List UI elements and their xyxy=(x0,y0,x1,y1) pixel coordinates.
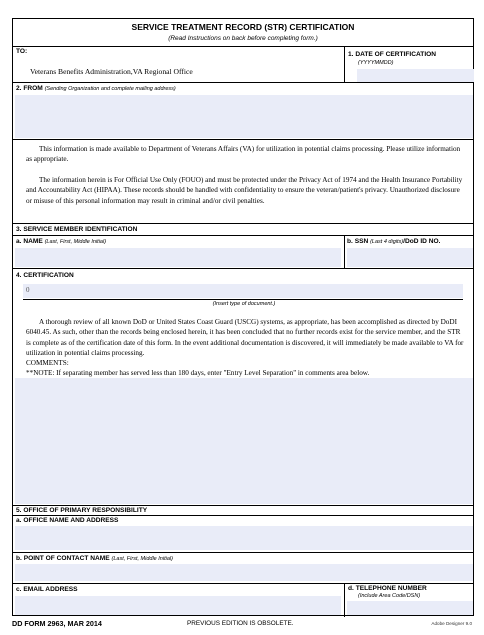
office-address-input[interactable] xyxy=(15,526,473,550)
software-version: Adobe Designer 9.0 xyxy=(431,621,472,626)
name-label-text: a. NAME xyxy=(16,238,43,245)
document-type-value: 0 xyxy=(26,286,30,294)
to-value: Veterans Benefits Administration,VA Regional Office xyxy=(30,67,193,76)
form-page xyxy=(12,18,474,616)
form-subtitle: (Read Instructions on back before completing form.) xyxy=(168,35,318,42)
form-title: SERVICE TREATMENT RECORD (STR) CERTIFICATION xyxy=(131,22,355,32)
comments-label: COMMENTS: xyxy=(26,359,69,367)
from-label xyxy=(16,85,176,92)
divider xyxy=(13,552,473,553)
office-name-label: a. OFFICE NAME AND ADDRESS xyxy=(16,517,119,524)
ssn-label-text: b. SSN xyxy=(347,238,369,245)
divider xyxy=(13,515,473,516)
dod-id-label-text: /DoD ID NO. xyxy=(403,238,441,245)
divider xyxy=(13,505,473,506)
document-type-input[interactable] xyxy=(23,284,463,298)
section-4-heading: 4. CERTIFICATION xyxy=(16,272,74,279)
certification-paragraph: A thorough review of all known DoD or United States Coast Guard (USCG) systems, as appropriate, has been accomplished as directed by DoDI 6040.45. As such, other than the records being enclosed herein, it has been concluded that no further records exist for the service member, and the STR is complete as of the certification date of this form. In the event additional documentation is discovered, it will immediately be made available to VA for utilization in potential claims processing. xyxy=(26,318,464,357)
name-label xyxy=(16,238,106,245)
comments-input[interactable] xyxy=(15,378,473,504)
name-hint: (Last, First, Middle Initial) xyxy=(44,239,107,245)
date-certification-label: 1. DATE OF CERTIFICATION xyxy=(348,51,437,58)
divider xyxy=(13,268,473,269)
from-label-text: 2. FROM xyxy=(16,85,43,92)
document-type-hint: (Insert type of document.) xyxy=(212,301,276,307)
section-5-heading: 5. OFFICE OF PRIMARY RESPONSIBILITY xyxy=(16,507,148,514)
divider xyxy=(344,235,345,268)
poc-name-input[interactable] xyxy=(15,564,473,581)
info-paragraph-1: This information is made available to Department of Veterans Affairs (VA) for utilization in potential claims processing. Please utilize information as appropriate. xyxy=(26,145,461,164)
info-paragraph-2: The information herein is For Official Use Only (FOUO) and must be protected under the Privacy Act of 1974 and the Health Insurance Portability and Accountability Act (HIPAA). These records should be handled with confidentiality to ensure the veteran/patient's privacy. Unauthorized disclosure or misuse of this personal information may result in criminal and/or civil penalties. xyxy=(26,176,463,205)
comments-note: **NOTE: If separating member has served less than 180 days, enter "Entry Level Separation" in comments area below. xyxy=(26,369,370,377)
divider xyxy=(23,299,463,300)
telephone-input[interactable] xyxy=(347,601,473,615)
ssn-input[interactable] xyxy=(347,248,473,267)
email-input[interactable] xyxy=(15,596,341,615)
divider xyxy=(13,82,473,83)
date-certification-input[interactable] xyxy=(357,69,474,82)
divider xyxy=(344,46,345,82)
divider xyxy=(13,583,473,584)
from-input[interactable] xyxy=(15,95,473,138)
divider xyxy=(13,46,473,47)
poc-label-text: b. POINT OF CONTACT NAME xyxy=(16,555,110,562)
date-format-hint: (YYYYMMDD) xyxy=(358,60,394,66)
email-label: c. EMAIL ADDRESS xyxy=(16,586,78,593)
form-number: DD FORM 2963, MAR 2014 xyxy=(12,619,102,628)
section-3-heading: 3. SERVICE MEMBER IDENTIFICATION xyxy=(16,226,138,233)
divider xyxy=(13,235,473,236)
from-hint: (Sending Organization and complete mailing address) xyxy=(44,86,176,92)
edition-notice: PREVIOUS EDITION IS OBSOLETE. xyxy=(187,620,294,627)
telephone-hint: (Include Area Code/DSN) xyxy=(358,593,421,599)
poc-label xyxy=(16,555,173,562)
divider xyxy=(13,223,473,224)
telephone-label: d. TELEPHONE NUMBER xyxy=(348,585,427,592)
name-input[interactable] xyxy=(15,248,341,267)
ssn-label xyxy=(347,238,440,245)
to-label: TO: xyxy=(16,48,28,55)
divider xyxy=(344,583,345,617)
poc-hint: (Last, First, Middle Initial) xyxy=(111,556,173,562)
divider xyxy=(13,139,473,140)
ssn-hint: (Last 4 digits) xyxy=(370,239,404,245)
